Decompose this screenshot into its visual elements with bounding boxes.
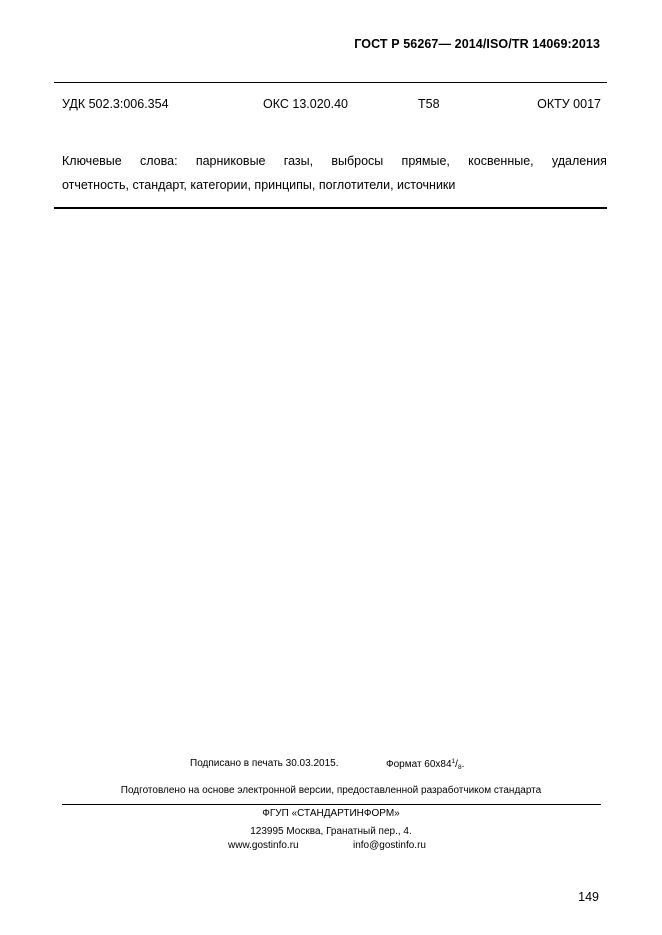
publisher-name: ФГУП «СТАНДАРТИНФОРМ» bbox=[262, 808, 400, 819]
format-numerator: 1 bbox=[451, 758, 456, 765]
format-denominator: 8 bbox=[457, 764, 462, 771]
signed-for-print: Подписано в печать 30.03.2015. bbox=[190, 758, 339, 769]
format-label: Формат 60x84 bbox=[386, 759, 452, 770]
oktu-code: ОКТУ 0017 bbox=[537, 97, 601, 111]
imprint-rule bbox=[62, 804, 601, 805]
publisher-email: info@gostinfo.ru bbox=[353, 840, 426, 851]
keywords-line-1 bbox=[62, 154, 607, 168]
keyword-word: парниковые bbox=[195, 154, 266, 168]
keyword-word: Ключевые bbox=[62, 154, 122, 168]
keywords-line-2: отчетность, стандарт, категории, принципы, поглотители, источники bbox=[62, 178, 456, 192]
format-suffix: . bbox=[461, 759, 465, 770]
udk-code: УДК 502.3:006.354 bbox=[62, 97, 169, 111]
keyword-word: прямые, bbox=[401, 154, 450, 168]
document-header: ГОСТ Р 56267— 2014/ISO/TR 14069:2013 bbox=[354, 37, 600, 51]
page-number: 149 bbox=[578, 890, 599, 904]
keywords-rule bbox=[54, 207, 607, 209]
keyword-word: косвенные, bbox=[468, 154, 534, 168]
header-rule bbox=[54, 82, 607, 83]
group-code: Т58 bbox=[418, 97, 440, 111]
prepared-note: Подготовлено на основе электронной версии, предоставленной разработчиком стандарта bbox=[120, 785, 542, 796]
keyword-word: удаления bbox=[551, 154, 607, 168]
publisher-website: www.gostinfo.ru bbox=[228, 840, 299, 851]
print-format: Формат $60x84^1/_8$. bbox=[386, 758, 465, 771]
keyword-word: выбросы bbox=[331, 154, 384, 168]
oks-code: ОКС 13.020.40 bbox=[263, 97, 348, 111]
publisher-address: 123995 Москва, Гранатный пер., 4. bbox=[250, 826, 412, 837]
keyword-word: газы, bbox=[283, 154, 314, 168]
keyword-word: слова: bbox=[139, 154, 178, 168]
